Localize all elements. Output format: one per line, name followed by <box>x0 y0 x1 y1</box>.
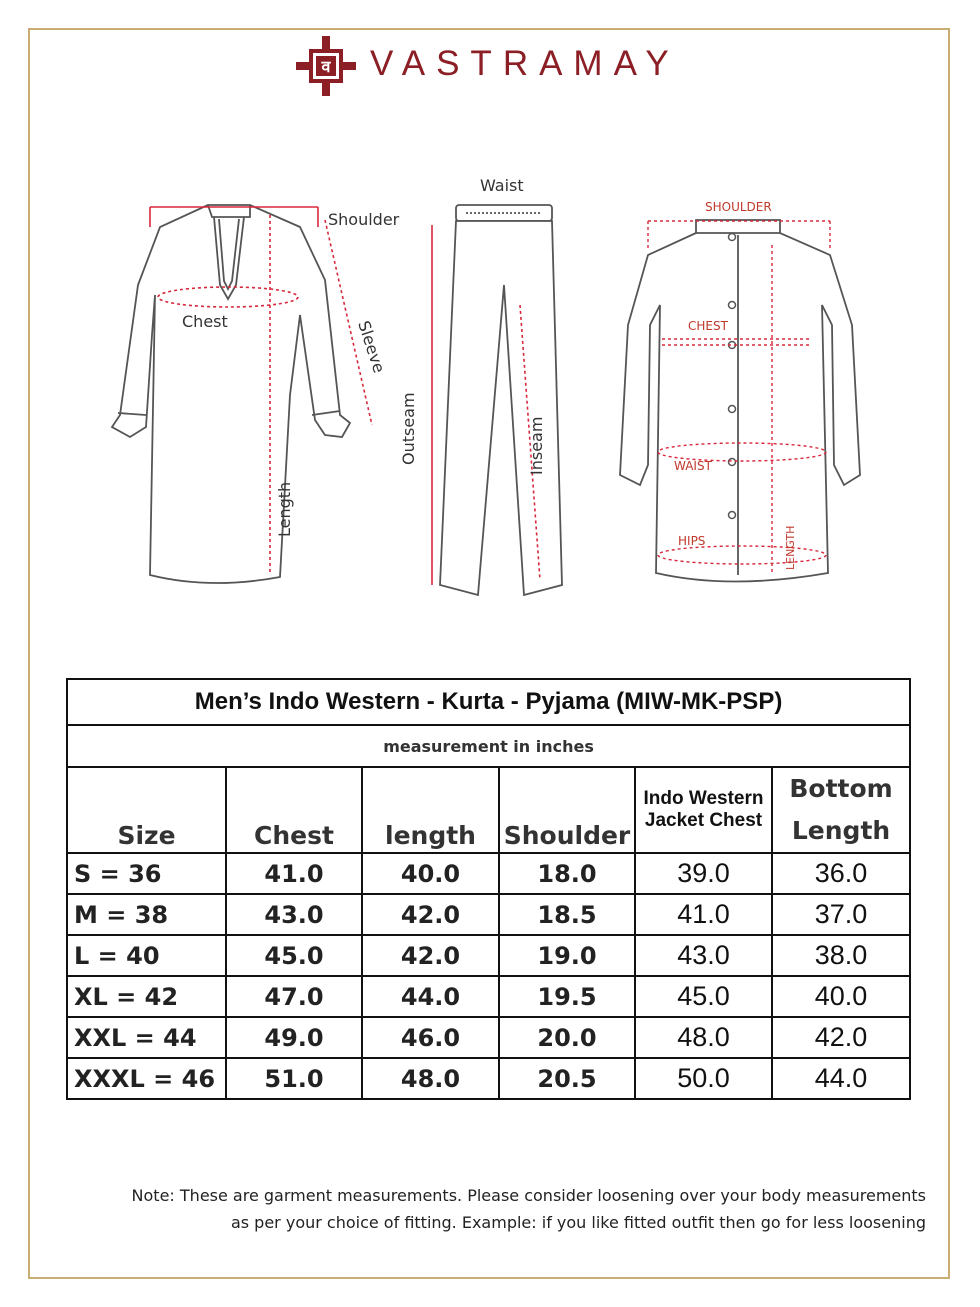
brand-name: VASTRAMAY <box>370 44 680 83</box>
jacket-chest-cell: 41.0 <box>635 894 772 935</box>
jacket-diagram <box>620 220 860 582</box>
shoulder-cell: 20.5 <box>499 1058 635 1099</box>
header-shoulder: Shoulder <box>499 767 635 853</box>
jacket-chest-cell: 45.0 <box>635 976 772 1017</box>
length-cell: 40.0 <box>362 853 499 894</box>
chest-cell: 45.0 <box>226 935 362 976</box>
note-line-2: as per your choice of fitting. Example: if you like fitted outfit then go for less loosening <box>230 1213 926 1232</box>
jacket-hips-label: HIPS <box>678 534 706 548</box>
table-row <box>67 935 910 976</box>
length-cell: 42.0 <box>362 894 499 935</box>
table-title-row <box>67 679 910 725</box>
length-cell: 42.0 <box>362 935 499 976</box>
size-cell: XXXL = 46 <box>67 1058 226 1099</box>
size-cell: S = 36 <box>67 853 226 894</box>
garment-diagrams <box>100 165 880 615</box>
length-cell: 46.0 <box>362 1017 499 1058</box>
table-subtitle: measurement in inches <box>67 725 910 767</box>
shoulder-cell: 19.0 <box>499 935 635 976</box>
shoulder-cell: 20.0 <box>499 1017 635 1058</box>
measurement-note <box>40 1182 926 1236</box>
jacket-shoulder-label: SHOULDER <box>705 200 772 214</box>
kurta-diagram <box>112 205 350 583</box>
shoulder-cell: 19.5 <box>499 976 635 1017</box>
table-row <box>67 1017 910 1058</box>
header-bottom-length <box>772 767 910 853</box>
size-cell: XL = 42 <box>67 976 226 1017</box>
jacket-chest-cell: 50.0 <box>635 1058 772 1099</box>
pyjama-diagram <box>440 205 562 595</box>
length-cell: 44.0 <box>362 976 499 1017</box>
shoulder-cell: 18.0 <box>499 853 635 894</box>
kurta-chest-label: Chest <box>182 312 228 331</box>
jacket-chest-cell: 48.0 <box>635 1017 772 1058</box>
jacket-chest-cell: 43.0 <box>635 935 772 976</box>
table-row <box>67 976 910 1017</box>
size-cell: XXL = 44 <box>67 1017 226 1058</box>
brand-header <box>0 34 980 96</box>
jacket-chest-cell: 39.0 <box>635 853 772 894</box>
header-chest: Chest <box>226 767 362 853</box>
table-row <box>67 894 910 935</box>
header-size: Size <box>67 767 226 853</box>
brand-logo-glyph: व <box>321 57 331 76</box>
bottom-length-cell: 44.0 <box>772 1058 910 1099</box>
chest-cell: 49.0 <box>226 1017 362 1058</box>
note-line-1: Note: These are garment measurements. Please consider loosening over your body measurements <box>131 1186 926 1205</box>
pyjama-outseam-label: Outseam <box>399 392 418 465</box>
chest-cell: 43.0 <box>226 894 362 935</box>
header-jacket-chest <box>635 767 772 853</box>
brand-logo-icon <box>296 36 356 96</box>
pyjama-inseam-label: Inseam <box>527 416 546 475</box>
chest-cell: 47.0 <box>226 976 362 1017</box>
jacket-waist-label: WAIST <box>674 459 712 473</box>
shoulder-cell: 18.5 <box>499 894 635 935</box>
header-length: length <box>362 767 499 853</box>
bottom-length-cell: 37.0 <box>772 894 910 935</box>
table-title: Men’s Indo Western - Kurta - Pyjama (MIW-MK-PSP) <box>67 679 910 725</box>
kurta-shoulder-label: Shoulder <box>328 210 400 229</box>
table-header-row <box>67 767 910 853</box>
header-bottom-length-line2: Length <box>791 816 891 845</box>
bottom-length-cell: 36.0 <box>772 853 910 894</box>
measurement-diagram <box>100 165 880 615</box>
chest-cell: 41.0 <box>226 853 362 894</box>
bottom-length-cell: 38.0 <box>772 935 910 976</box>
size-cell: L = 40 <box>67 935 226 976</box>
header-jacket-chest-line1: Indo Western <box>643 788 764 809</box>
size-chart-table <box>66 678 911 1100</box>
length-cell: 48.0 <box>362 1058 499 1099</box>
chest-cell: 51.0 <box>226 1058 362 1099</box>
kurta-length-label: Length <box>275 481 294 537</box>
jacket-chest-label: CHEST <box>688 319 728 333</box>
header-jacket-chest-line2: Jacket Chest <box>644 810 763 831</box>
header-bottom-length-line1: Bottom <box>789 774 893 803</box>
size-cell: M = 38 <box>67 894 226 935</box>
pyjama-waist-label: Waist <box>480 176 524 195</box>
table-row <box>67 1058 910 1099</box>
table-row <box>67 853 910 894</box>
bottom-length-cell: 40.0 <box>772 976 910 1017</box>
kurta-sleeve-label: Sleeve <box>354 318 389 376</box>
jacket-length-label: LENGTH <box>784 525 797 570</box>
bottom-length-cell: 42.0 <box>772 1017 910 1058</box>
table-subtitle-row <box>67 725 910 767</box>
